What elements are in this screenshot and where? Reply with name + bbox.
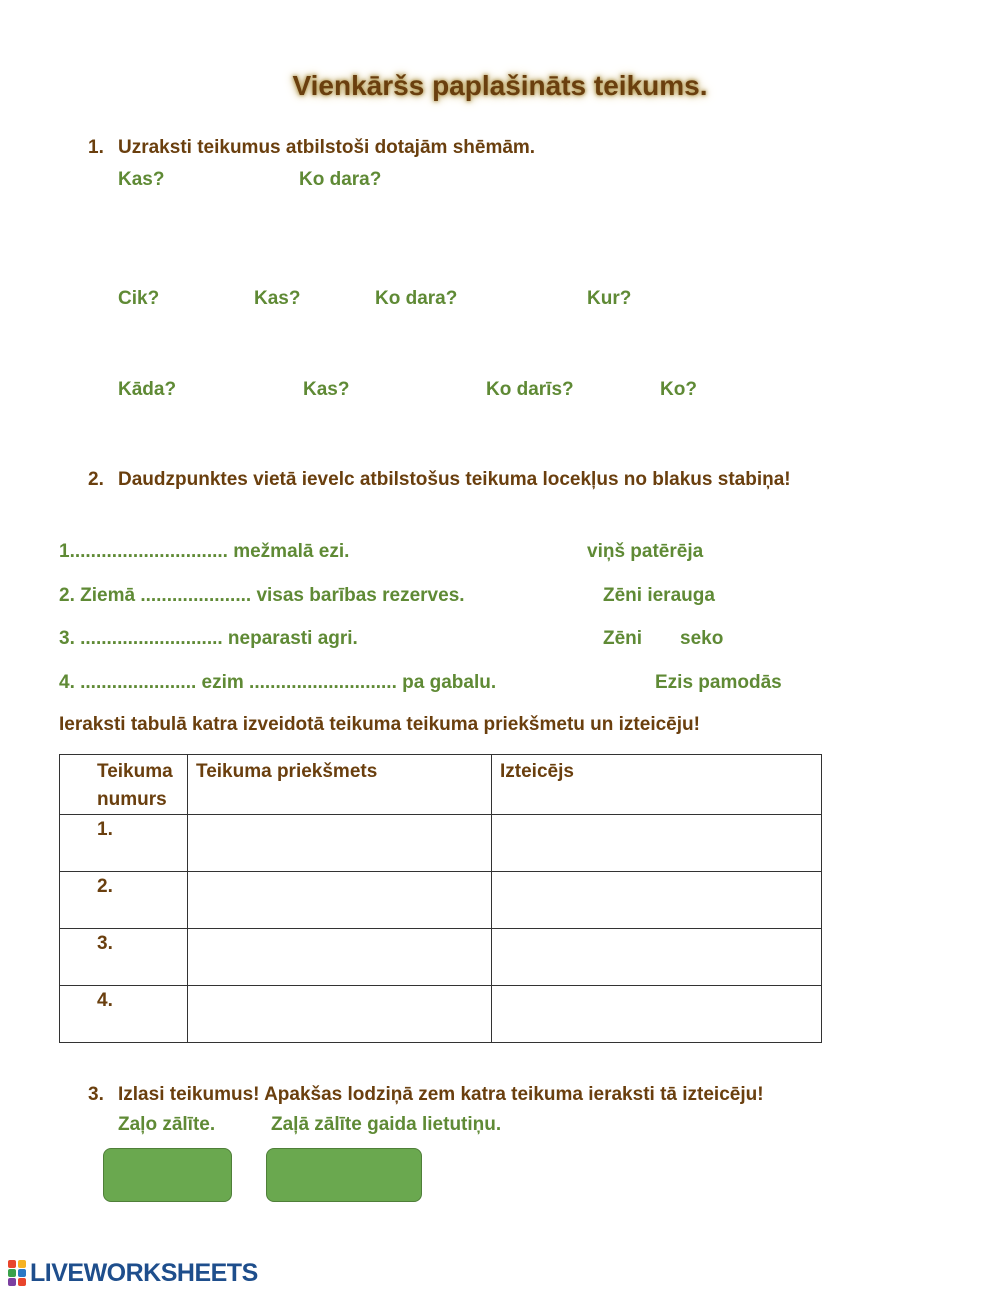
scheme-c-label-2: Kas? <box>303 379 350 400</box>
option-vins-patereja[interactable]: viņš patērēja <box>587 541 704 562</box>
page-title: Vienkāršs paplašināts teikums. <box>292 70 708 101</box>
header-izteicejs: Izteicējs <box>492 755 822 815</box>
table-instruction: Ieraksti tabulā katra izveidotā teikuma teikuma priekšmetu un izteicēju! <box>59 714 700 735</box>
logo-text: LIVEWORKSHEETS <box>30 1258 258 1287</box>
task2-sentence-1: 1.............................. mežmalā ezi. <box>59 541 350 562</box>
task2-sentence-4: 4. ...................... ezim ............................ pa gabalu. <box>59 672 497 693</box>
header-teikuma-prieksmets: Teikuma priekšmets <box>188 755 492 815</box>
row-number: 4. <box>60 986 188 1043</box>
predicate-cell[interactable] <box>492 986 822 1043</box>
task3-sentence-1: Zaļo zālīte. <box>118 1114 216 1135</box>
predicate-cell[interactable] <box>492 872 822 929</box>
task2-sentence-3: 3. ........................... neparasti agri. <box>59 628 358 649</box>
subject-cell[interactable] <box>188 929 492 986</box>
answer-table <box>59 754 822 1043</box>
row-number: 3. <box>60 929 188 986</box>
scheme-c-label-1: Kāda? <box>118 379 177 400</box>
scheme-a-label-2: Ko dara? <box>299 169 382 190</box>
task3-instruction: Izlasi teikumus! Apakšas lodziņā zem katra teikuma ieraksti tā izteicēju! <box>118 1084 764 1105</box>
scheme-a-label-1: Kas? <box>118 169 165 190</box>
task3-sentence-2: Zaļā zālīte gaida lietutiņu. <box>271 1114 502 1135</box>
table-row <box>60 929 822 986</box>
table-header-row <box>60 755 822 815</box>
option-seko[interactable]: seko <box>680 628 724 649</box>
table-row <box>60 986 822 1043</box>
answer-box-2[interactable] <box>266 1148 422 1202</box>
predicate-cell[interactable] <box>492 815 822 872</box>
scheme-b-label-2: Kas? <box>254 288 301 309</box>
task2-instruction: Daudzpunktes vietā ievelc atbilstošus teikuma locekļus no blakus stabiņa! <box>118 469 791 490</box>
task2-sentence-2: 2. Ziemā ..................... visas barības rezerves. <box>59 585 465 606</box>
table-row <box>60 872 822 929</box>
scheme-b-label-3: Ko dara? <box>375 288 458 309</box>
header-teikuma-numurs: Teikuma numurs <box>60 755 188 815</box>
option-zeni[interactable]: Zēni <box>603 628 643 649</box>
subject-cell[interactable] <box>188 986 492 1043</box>
scheme-b-label-1: Cik? <box>118 288 160 309</box>
table-row <box>60 815 822 872</box>
row-number: 2. <box>60 872 188 929</box>
task1-number: 1. <box>88 137 104 158</box>
scheme-c-label-4: Ko? <box>660 379 697 400</box>
option-ezis-pamodas[interactable]: Ezis pamodās <box>655 672 782 693</box>
subject-cell[interactable] <box>188 815 492 872</box>
answer-box-1[interactable] <box>103 1148 232 1202</box>
task2-number: 2. <box>88 469 104 490</box>
predicate-cell[interactable] <box>492 929 822 986</box>
logo-blocks-icon <box>8 1260 27 1286</box>
subject-cell[interactable] <box>188 872 492 929</box>
scheme-b-label-4: Kur? <box>587 288 632 309</box>
row-number: 1. <box>60 815 188 872</box>
scheme-c-label-3: Ko darīs? <box>486 379 574 400</box>
task1-instruction: Uzraksti teikumus atbilstoši dotajām shēmām. <box>118 137 536 158</box>
liveworksheets-logo[interactable] <box>8 1258 258 1288</box>
option-zeni-ierauga[interactable]: Zēni ierauga <box>603 585 715 606</box>
task3-number: 3. <box>88 1084 104 1105</box>
